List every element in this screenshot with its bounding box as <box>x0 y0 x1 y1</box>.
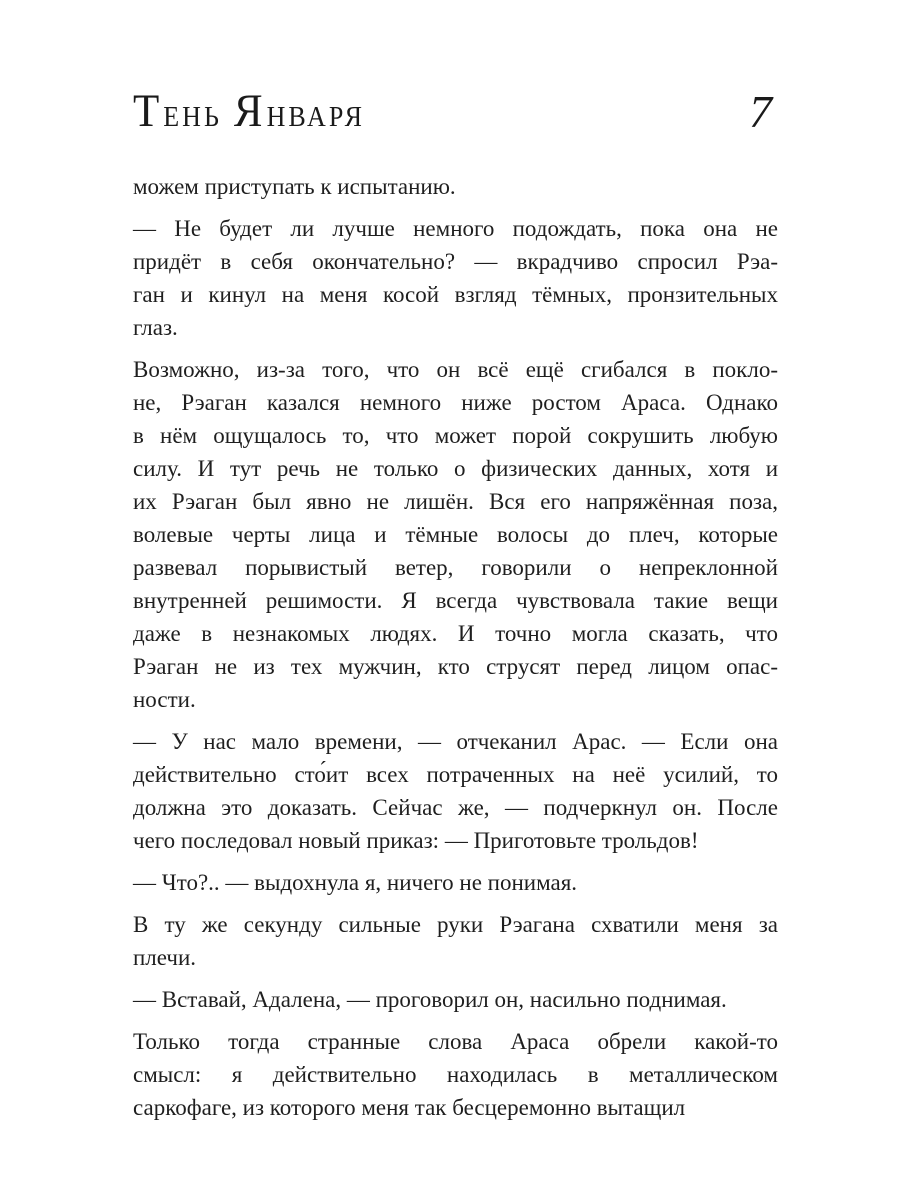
text-line: действительно сто́ит всех потраченных на неё усилий, то <box>133 762 778 787</box>
text-line: в нём ощущалось то, что может порой сокрушить любую <box>133 423 778 448</box>
text-line: Возможно, из-за того, что он всё ещё сгибался в покло- <box>133 357 778 382</box>
text-line: чего последовал новый приказ: — Приготовьте трольдов! <box>133 828 699 853</box>
book-title-word-1: ТЕНЬ <box>133 85 222 137</box>
text-line: Рэаган не из тех мужчин, кто струсят перед лицом опас- <box>133 654 778 679</box>
paragraph <box>133 866 778 899</box>
text-line: смысл: я действительно находилась в металлическом <box>133 1062 778 1087</box>
text-line: можем приступать к испытанию. <box>133 174 456 199</box>
paragraph <box>133 983 778 1016</box>
text-line: должна это доказать. Сейчас же, — подчеркнул он. После <box>133 795 778 820</box>
text-line: не, Рэаган казался немного ниже ростом Араса. Однако <box>133 390 778 415</box>
text-line: внутренней решимости. Я всегда чувствовала такие вещи <box>133 588 778 613</box>
text-line: — Не будет ли лучше немного подождать, пока она не <box>133 216 778 241</box>
text-block <box>133 170 778 1124</box>
paragraph <box>133 353 778 716</box>
paragraph <box>133 212 778 344</box>
text-line: их Рэаган был явно не лишён. Вся его напряжённая поза, <box>133 489 778 514</box>
text-line: даже в незнакомых людях. И точно могла сказать, что <box>133 621 778 646</box>
text-line: придёт в себя окончательно? — вкрадчиво спросил Рэа- <box>133 249 778 274</box>
text-line: ности. <box>133 687 196 712</box>
text-line: В ту же секунду сильные руки Рэагана схватили меня за <box>133 912 778 937</box>
running-header <box>133 85 778 137</box>
book-title <box>133 85 365 145</box>
page-number: 7 <box>749 86 772 137</box>
text-line: глаз. <box>133 315 178 340</box>
paragraph <box>133 1025 778 1124</box>
text-line: — Что?.. — выдохнула я, ничего не понимая. <box>133 870 578 895</box>
text-line: саркофаге, из которого меня так бесцеремонно вытащил <box>133 1095 686 1120</box>
paragraph <box>133 908 778 974</box>
text-line: — У нас мало времени, — отчеканил Арас. — Если она <box>133 729 778 754</box>
text-line: — Вставай, Адалена, — проговорил он, насильно поднимая. <box>133 987 727 1012</box>
text-line: развевал порывистый ветер, говорили о непреклонной <box>133 555 778 580</box>
paragraph <box>133 170 778 203</box>
text-line: ган и кинул на меня косой взгляд тёмных, пронзительных <box>133 282 778 307</box>
text-line: силу. И тут речь не только о физических данных, хотя и <box>133 456 778 481</box>
book-title-word-2: ЯНВАРЯ <box>233 85 365 137</box>
text-line: плечи. <box>133 945 197 970</box>
text-line: Только тогда странные слова Араса обрели какой-то <box>133 1029 778 1054</box>
text-line: волевые черты лица и тёмные волосы до плеч, которые <box>133 522 778 547</box>
paragraph <box>133 725 778 857</box>
